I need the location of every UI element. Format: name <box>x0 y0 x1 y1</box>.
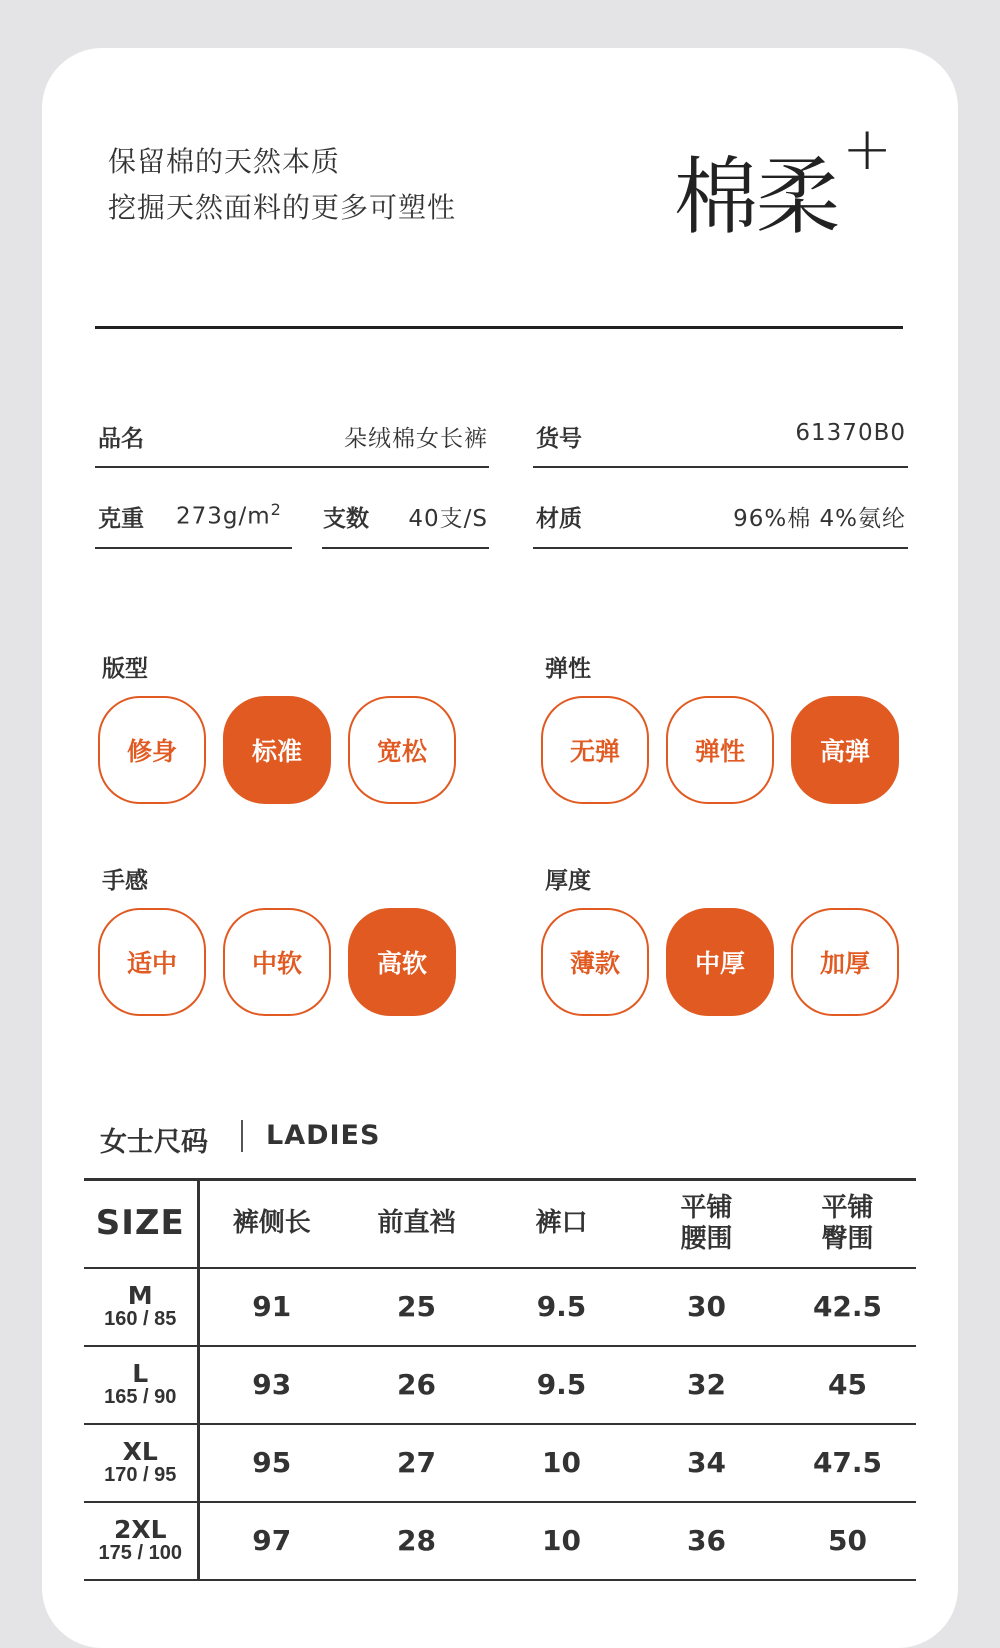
size-section-title-cn: 女士尺码 <box>100 1127 208 1158</box>
fit-group-title: 版型 <box>102 656 148 682</box>
size-code: M <box>127 1280 153 1310</box>
leg-opening-cell: 9.5 <box>489 1268 634 1346</box>
fit-option-standard: 标准 <box>223 696 331 804</box>
leg-opening-cell: 10 <box>489 1424 634 1502</box>
header-divider <box>95 326 903 329</box>
fit-option-loose: 宽松 <box>348 696 456 804</box>
sku-underline <box>533 466 908 468</box>
stretch-option-none: 无弹 <box>541 696 649 804</box>
thickness-option-thick: 加厚 <box>791 908 899 1016</box>
size-cell <box>84 1268 198 1346</box>
size-spec: 165 / 90 <box>104 1386 177 1409</box>
stretch-group-title: 弹性 <box>545 656 591 682</box>
leg-opening-cell: 10 <box>489 1502 634 1580</box>
stretch-option-high: 高弹 <box>791 696 899 804</box>
brand-logo-plus: + <box>842 114 893 184</box>
size-spec: 170 / 95 <box>104 1464 177 1487</box>
outseam-cell: 91 <box>198 1268 344 1346</box>
thickness-group-title: 厚度 <box>545 868 591 894</box>
leg-opening-column-header: 裤口 <box>489 1180 634 1268</box>
weight-underline <box>95 547 292 549</box>
table-row <box>84 1268 916 1346</box>
flat-waist-cell: 36 <box>634 1502 779 1580</box>
flat-waist-cell: 32 <box>634 1346 779 1424</box>
flat-waist-cell: 34 <box>634 1424 779 1502</box>
product-name-underline <box>95 466 489 468</box>
size-section-separator <box>241 1120 243 1152</box>
flat-waist-column-header: 平铺 腰围 <box>634 1180 779 1268</box>
thickness-option-thin: 薄款 <box>541 908 649 1016</box>
flat-hip-cell: 50 <box>779 1502 916 1580</box>
flat-hip-cell: 42.5 <box>779 1268 916 1346</box>
table-row <box>84 1424 916 1502</box>
hand-feel-option-moderate: 适中 <box>98 908 206 1016</box>
thickness-option-medium: 中厚 <box>666 908 774 1016</box>
front-rise-cell: 27 <box>344 1424 489 1502</box>
size-cell <box>84 1346 198 1424</box>
hand-feel-option-medium-soft: 中软 <box>223 908 331 1016</box>
material-label: 材质 <box>536 506 582 532</box>
table-row <box>84 1502 916 1580</box>
hand-feel-group-title: 手感 <box>102 868 148 894</box>
yarn-count-underline <box>322 547 489 549</box>
hand-feel-option-high-soft: 高软 <box>348 908 456 1016</box>
size-table <box>84 1178 916 1581</box>
size-spec: 175 / 100 <box>98 1542 182 1565</box>
flat-hip-cell: 47.5 <box>779 1424 916 1502</box>
weight-superscript: 2 <box>270 500 282 519</box>
outseam-cell: 93 <box>198 1346 344 1424</box>
brand-logo-text: 棉柔 <box>674 148 839 246</box>
flat-hip-cell: 45 <box>779 1346 916 1424</box>
stretch-option-medium: 弹性 <box>666 696 774 804</box>
size-code: XL <box>122 1436 158 1466</box>
sku-value: 61370B0 <box>795 420 906 446</box>
front-rise-cell: 25 <box>344 1268 489 1346</box>
material-underline <box>533 547 908 549</box>
size-cell <box>84 1502 198 1580</box>
size-column-header: SIZE <box>84 1180 198 1268</box>
table-row <box>84 1346 916 1424</box>
material-value: 96%棉 4%氨纶 <box>733 506 906 532</box>
sku-label: 货号 <box>536 426 582 452</box>
outseam-column-header: 裤侧长 <box>198 1180 344 1268</box>
flat-waist-cell: 30 <box>634 1268 779 1346</box>
size-spec: 160 / 85 <box>104 1308 177 1331</box>
front-rise-column-header: 前直裆 <box>344 1180 489 1268</box>
fit-option-slim: 修身 <box>98 696 206 804</box>
size-section-title-en: LADIES <box>266 1120 381 1151</box>
weight-label: 克重 <box>98 506 144 532</box>
size-code: L <box>132 1358 149 1388</box>
brand-logo <box>674 114 894 246</box>
product-name-label: 品名 <box>98 426 144 452</box>
weight-value <box>176 500 282 530</box>
flat-hip-column-header: 平铺 臀围 <box>779 1180 916 1268</box>
leg-opening-cell: 9.5 <box>489 1346 634 1424</box>
yarn-count-value: 40支/S <box>408 506 488 532</box>
tagline-line-1: 保留棉的天然本质 <box>108 145 341 178</box>
size-code: 2XL <box>113 1514 167 1544</box>
weight-number: 273g/m <box>176 503 271 530</box>
size-cell <box>84 1424 198 1502</box>
product-name-value: 朵绒棉女长裤 <box>344 426 488 452</box>
outseam-cell: 97 <box>198 1502 344 1580</box>
tagline-line-2: 挖掘天然面料的更多可塑性 <box>108 191 457 224</box>
size-table-header-row <box>84 1180 916 1268</box>
front-rise-cell: 26 <box>344 1346 489 1424</box>
outseam-cell: 95 <box>198 1424 344 1502</box>
yarn-count-label: 支数 <box>323 506 369 532</box>
front-rise-cell: 28 <box>344 1502 489 1580</box>
